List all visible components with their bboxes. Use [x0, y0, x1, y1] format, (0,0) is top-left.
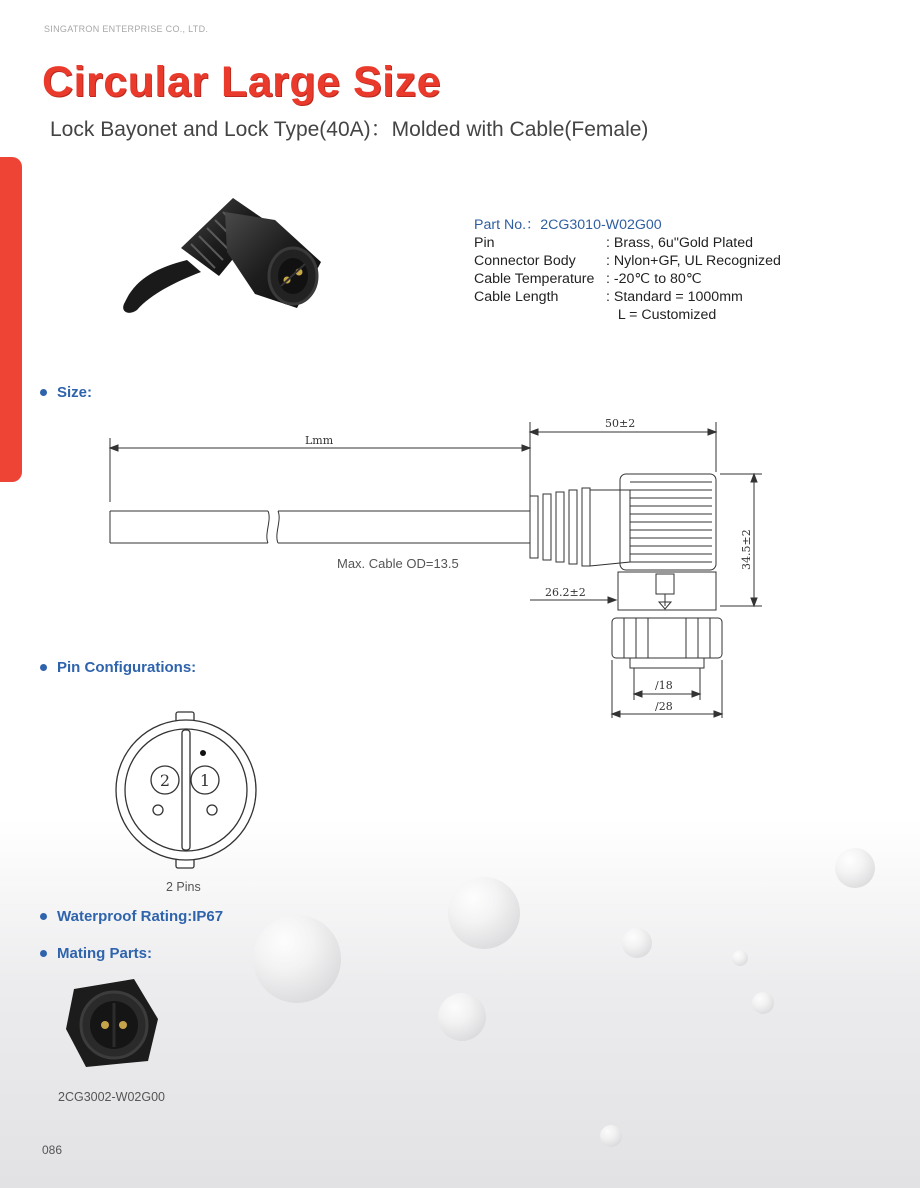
cable-od-label: Max. Cable OD=13.5	[337, 556, 459, 571]
dim-345-label: 34.5±2	[740, 529, 753, 570]
decorative-bubble	[835, 848, 875, 888]
page-subtitle: Lock Bayonet and Lock Type(40A)：Molded with Cable(Female)	[50, 118, 649, 141]
decorative-bubble	[448, 877, 520, 949]
connector-product-photo	[115, 190, 330, 320]
dimension-drawing	[100, 410, 780, 730]
dim-length-label: Lmm	[305, 434, 334, 447]
dim-18-label: ∕18	[655, 679, 673, 692]
pin-2-label: 2	[159, 771, 171, 790]
decorative-bubble	[438, 993, 486, 1041]
part-number: Part No.：2CG3010-W02G00	[474, 217, 662, 233]
spec-list	[474, 216, 781, 324]
pin-1-label: 1	[199, 771, 211, 790]
spec-row: L = Customized	[606, 307, 717, 323]
dim-50-label: 50±2	[605, 417, 636, 430]
section-size: Size:	[40, 384, 92, 401]
bullet-icon	[40, 913, 47, 920]
page-number: 086	[42, 1143, 63, 1157]
section-waterproof: Waterproof Rating:IP67	[40, 908, 223, 925]
decorative-bubble	[752, 992, 774, 1014]
mating-part-caption: 2CG3002-W02G00	[58, 1090, 166, 1104]
decorative-bubble	[600, 1125, 622, 1147]
section-mating: Mating Parts:	[40, 945, 152, 962]
decorative-bubble	[732, 950, 748, 966]
spec-row: Connector Body : Nylon+GF, UL Recognized	[474, 253, 781, 269]
company-name: SINGATRON ENTERPRISE CO., LTD.	[44, 24, 209, 34]
dim-28-label: ∕28	[655, 700, 673, 713]
bullet-icon	[40, 664, 47, 671]
decorative-bubble	[253, 915, 341, 1003]
spec-row: Cable Temperature : -20℃ to 80℃	[474, 271, 702, 287]
decorative-bubble	[622, 928, 652, 958]
mating-part-photo	[62, 975, 162, 1070]
section-pin-config: Pin Configurations:	[40, 659, 196, 676]
pin-caption: 2 Pins	[166, 880, 201, 894]
bullet-icon	[40, 389, 47, 396]
dim-262-label: 26.2±2	[545, 586, 586, 599]
spec-row: Pin : Brass, 6u"Gold Plated	[474, 235, 753, 251]
spec-row: Cable Length : Standard = 1000mm	[474, 289, 743, 305]
page-title: Circular Large Size	[42, 58, 442, 106]
side-accent-bar	[0, 157, 22, 482]
bullet-icon	[40, 950, 47, 957]
pin-layout-diagram	[110, 700, 270, 880]
